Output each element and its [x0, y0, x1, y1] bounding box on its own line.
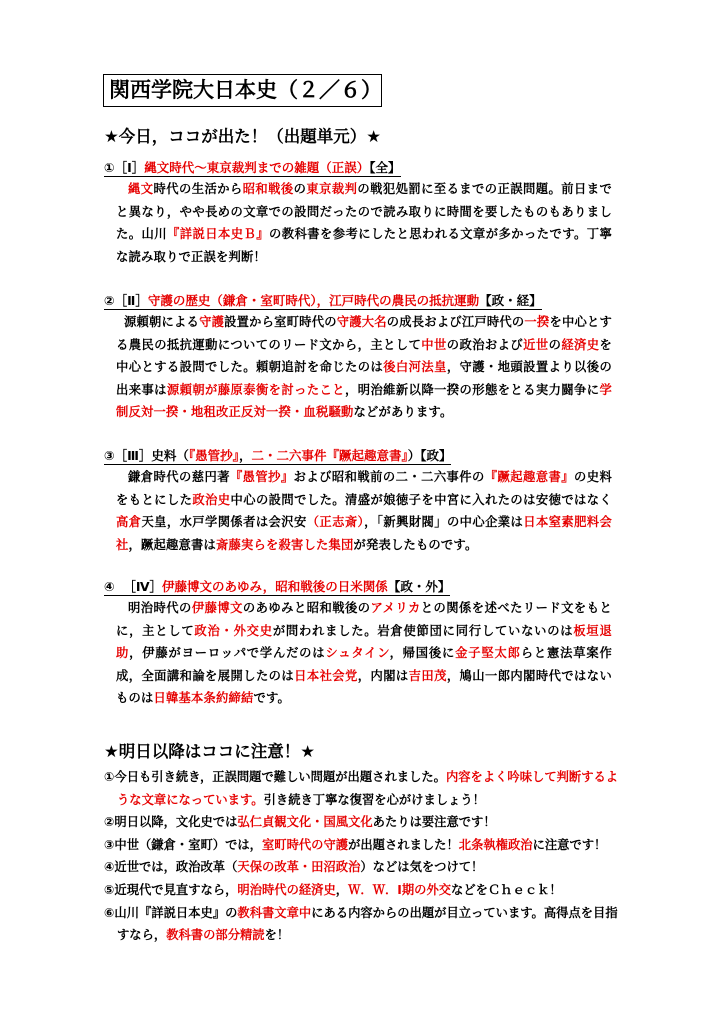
- section-3-topic-2: 二・二六事件『蹶起趣意書』: [251, 448, 408, 463]
- heading-today: ★今日，ココが出た！（出題単元）★: [104, 127, 382, 146]
- heading-tomorrow: ★明日以降はココに注意！★: [104, 742, 316, 761]
- list-item: ②明日以降，文化史では弘仁貞観文化・国風文化あたりは要注意です！: [104, 815, 496, 830]
- section-2-tag: 【政・経】: [479, 293, 542, 308]
- section-2-label: ［Ⅱ］: [114, 293, 148, 308]
- section-1-label: ［Ⅰ］: [114, 160, 145, 175]
- section-3-topic-1: 『愚管抄』: [188, 448, 239, 463]
- section-3-paragraph: 鎌倉時代の慈円著『愚管抄』および昭和戦前の二・二六事件の『蹶起趣意書』の史料をもとにした政治史中心の設問でした。清盛が娘徳子を中宮に入れたのは安徳ではなく高倉天皇，水戸学関係者は会沢安（正志斎），「新興財閥」の中心企業は日本窒素肥料会社，蹶起趣意書は斎藤実らを殺害した集団が発表したものです。: [116, 470, 613, 552]
- section-4-number: ④: [104, 579, 115, 594]
- section-1-tag: 【全】: [369, 160, 401, 175]
- section-4-paragraph: 明治時代の伊藤博文のあゆみと昭和戦後のアメリカとの関係を述べたリード文をもとに，主として政治・外交史が問われました。岩倉使節団に同行していないのは板垣退助，伊藤がヨーロッパで学んだのはシュタイン，帰国後に金子堅太郎らと憲法草案作成，全面講和論を展開したのは日本社会党，内閣は吉田茂，鳩山一郎内閣時代ではないものは日韓基本条約締結です。: [116, 601, 612, 705]
- section-4-tag: 【政・外】: [387, 579, 451, 594]
- section-1-number: ①: [104, 160, 115, 175]
- section-3-number: ③: [104, 448, 115, 463]
- list-item: ④近世では，政治改革（天保の改革・田沼政治）などは気をつけて！: [104, 860, 484, 875]
- list-item: ③中世（鎌倉・室町）では，室町時代の守護が出題されました！北条執権政治に注意です！: [104, 837, 607, 852]
- section-4-topic: 伊藤博文のあゆみ，昭和戦後の日米関係: [162, 579, 388, 594]
- section-2-paragraph: 源頼朝による守護設置から室町時代の守護大名の成長および江戸時代の一揆を中心とする農民の抵抗運動についてのリード文から，主として中世の政治および近世の経済史を中心とする設問でした。頼朝追討を命じたのは後白河法皇，守護・地頭設置より以後の出来事は源頼朝が藤原泰衡を討ったこと，明治維新以降一揆の形態をとる実力闘争に学制反対一揆・地租改正反対一揆・血税騒動などがあります。: [116, 315, 613, 419]
- section-2-number: ②: [104, 293, 115, 308]
- list-item: ⑥山川『詳説日本史』の教科書文章中にある内容からの出題が目立っています。高得点を目指すなら，教科書の部分精読を！: [104, 905, 618, 943]
- section-1-title: [104, 158, 401, 176]
- section-3-label: ［Ⅲ］史料（: [114, 448, 189, 463]
- section-2-topic: 守護の歴史（鎌倉・室町時代），江戸時代の農民の抵抗運動: [147, 293, 480, 308]
- section-2-title: [104, 291, 542, 309]
- section-4-title: [104, 577, 450, 595]
- page-title: 関西学院大日本史（２／６）: [103, 74, 382, 107]
- section-1-topic: 縄文時代～東京裁判までの雑題（正誤）: [144, 160, 370, 175]
- section-1-paragraph: 縄文時代の生活から昭和戦後の東京裁判の戦犯処罰に至るまでの正誤問題。前日までと異なり，やや長めの文章での設問だったので読み取りに時間を要したものもありました。山川『詳説日本史Ｂ』の教科書を参考にしたと思われる文章が多かったです。丁寧な読み取りで正誤を判断！: [116, 182, 612, 264]
- section-3-title: ③［Ⅲ］史料（『愚管抄』，二・二六事件『蹶起趣意書』）【政】: [104, 448, 452, 463]
- list-item: ⑤近現代で見直すなら，明治時代の経済史，Ｗ．Ｗ．Ⅰ期の外交などをＣｈｅｃｋ！: [104, 882, 562, 897]
- list-item: ①今日も引き続き，正誤問題で難しい問題が出題されました。内容をよく吟味して判断するような文章になっています。引き続き丁寧な復習を心がけましょう！: [104, 770, 619, 807]
- section-4-label: ［Ⅳ］: [123, 579, 163, 594]
- notes-list: [104, 766, 624, 947]
- section-3-tag: ）【政】: [407, 448, 452, 463]
